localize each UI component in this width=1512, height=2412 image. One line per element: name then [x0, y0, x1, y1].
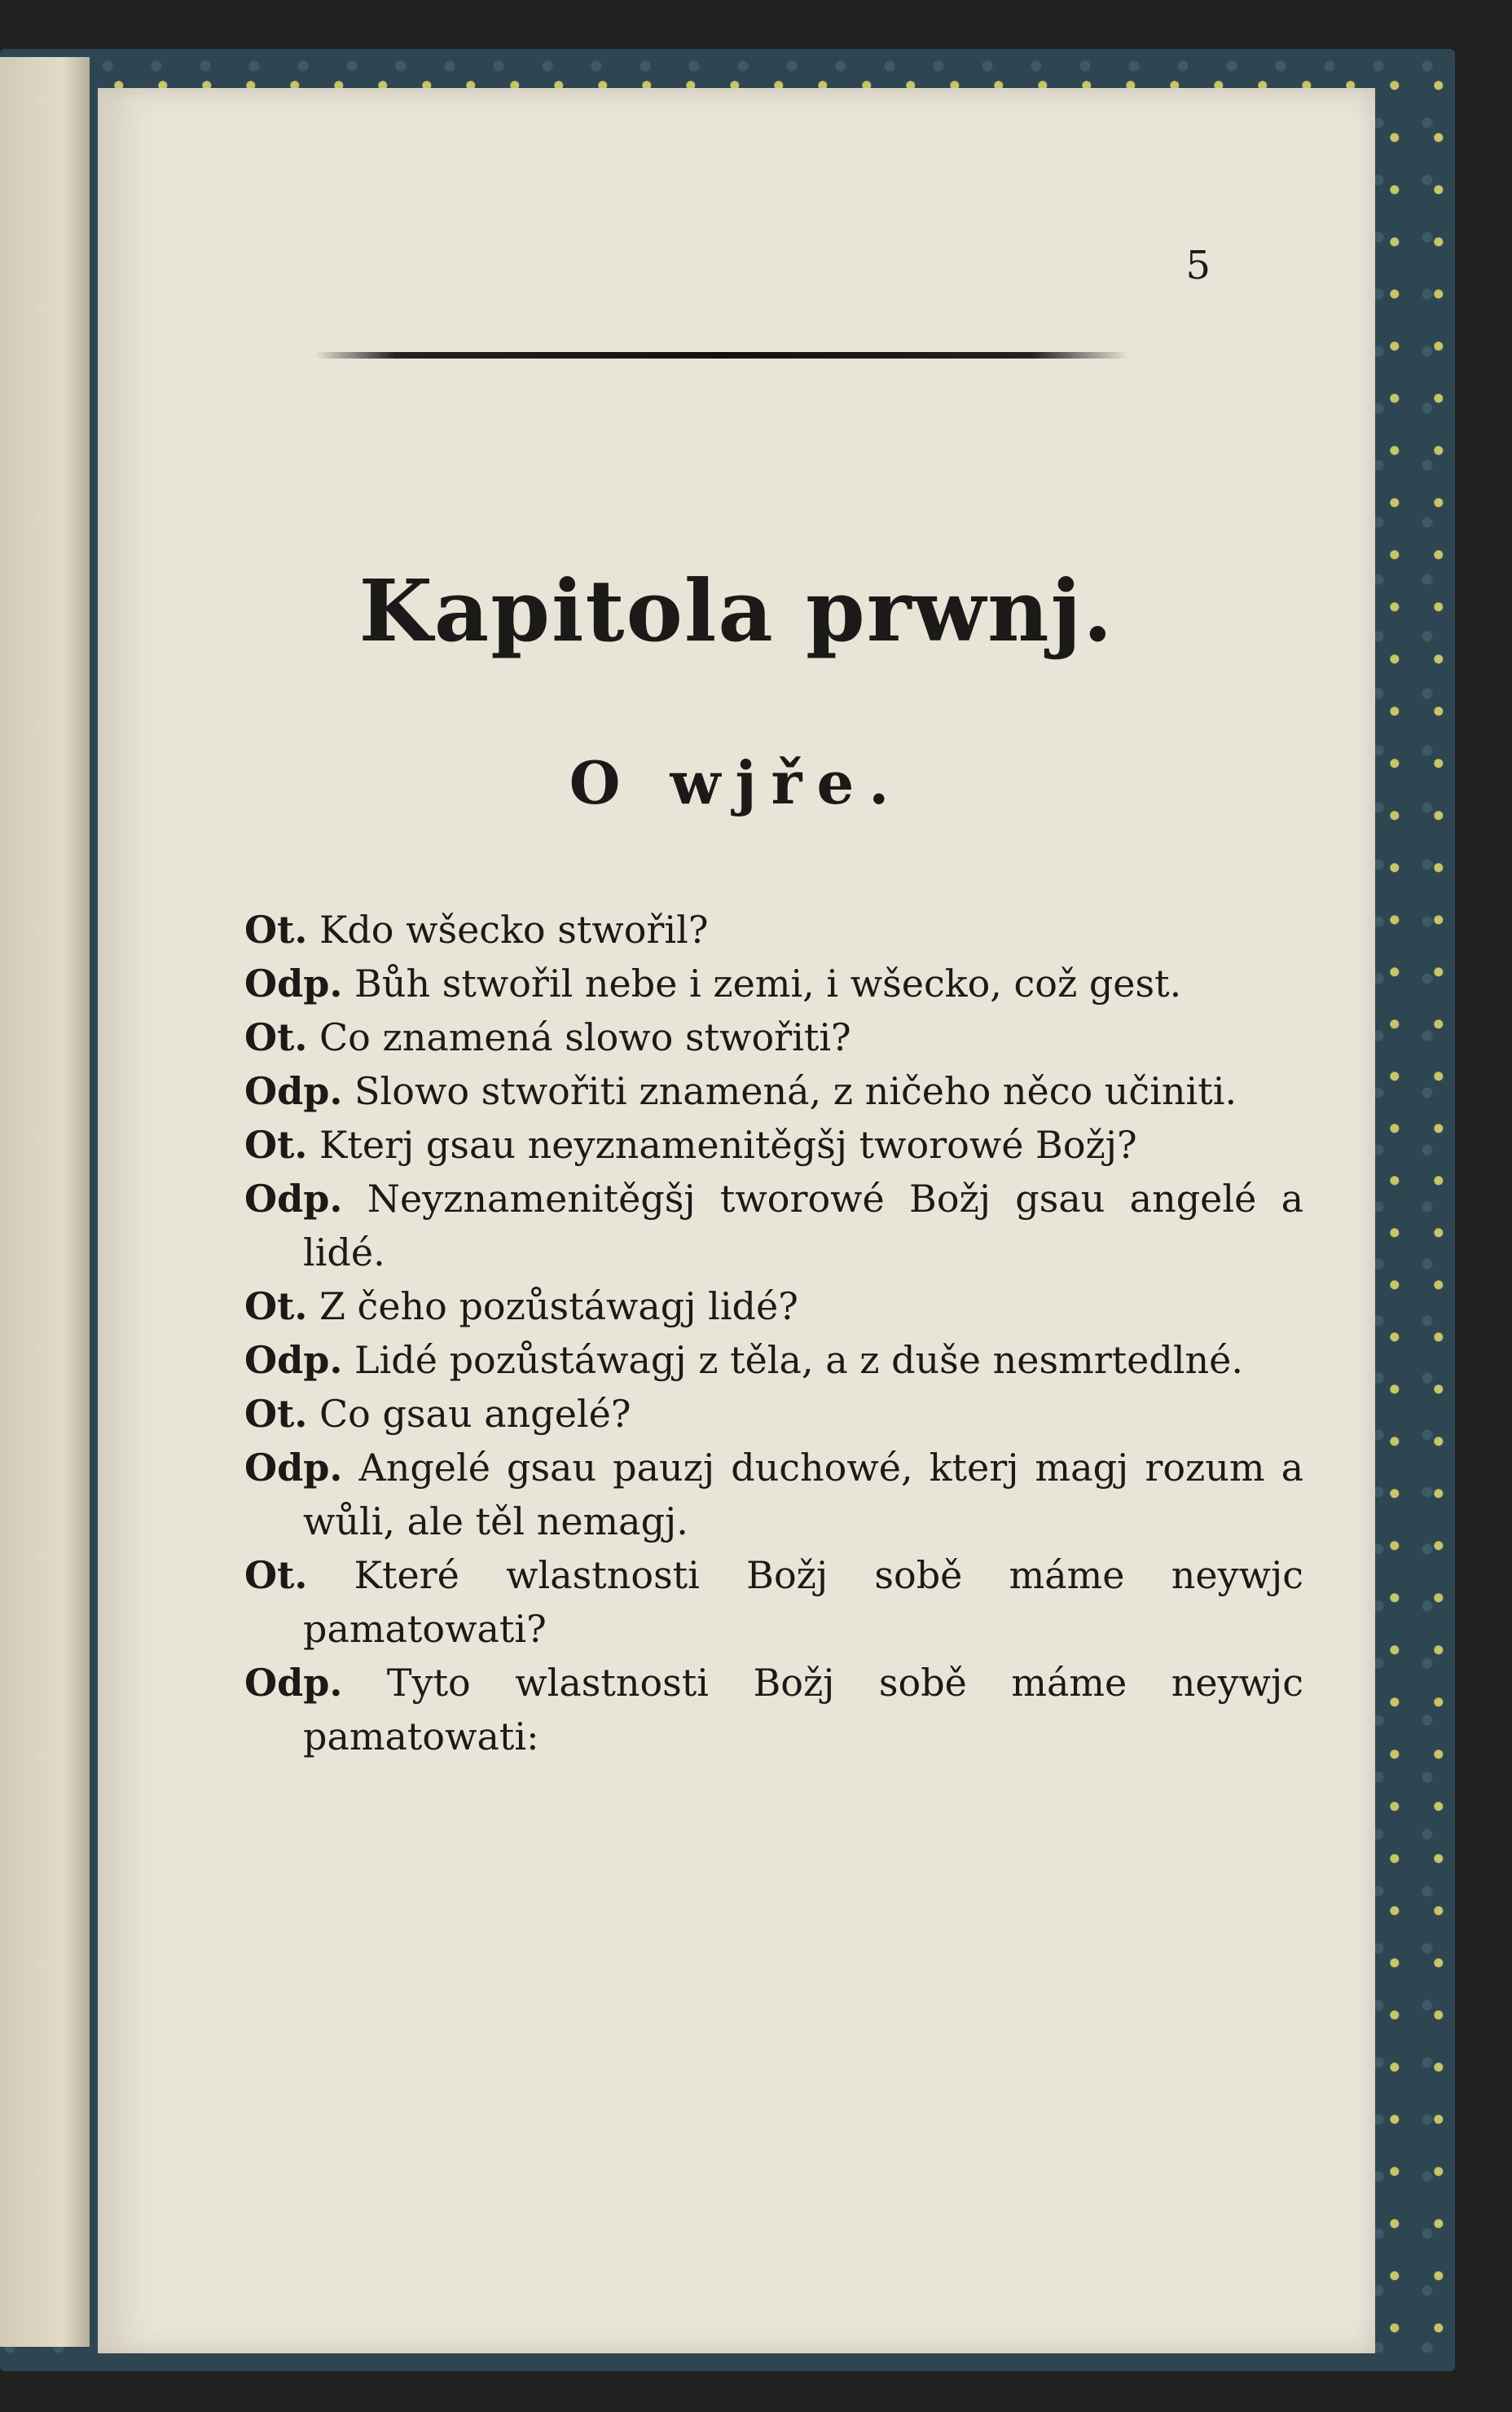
- qa-label: Ot.: [244, 1015, 308, 1059]
- qa-text: Angelé gsau pauzj duchowé, kterj magj rozum a wůli, ale těl nemagj.: [303, 1446, 1303, 1543]
- qa-label: Ot.: [244, 1284, 308, 1328]
- question-answer-list: [244, 903, 1303, 1763]
- qa-label: Ot.: [244, 1123, 308, 1167]
- qa-text: Tyto wlastnosti Božj sobě máme neywjc pamatowati:: [303, 1661, 1303, 1758]
- qa-entry: [244, 1118, 1303, 1172]
- qa-label: Odp.: [244, 1069, 343, 1113]
- qa-label: Odp.: [244, 1446, 343, 1490]
- qa-text: Co znamená slowo stwořiti?: [319, 1015, 851, 1059]
- qa-text: Bůh stwořil nebe i zemi, i wšecko, což gest.: [354, 962, 1182, 1006]
- qa-entry: [244, 1441, 1303, 1548]
- header-rule: [314, 352, 1129, 359]
- qa-label: Ot.: [244, 908, 308, 952]
- qa-text: Co gsau angelé?: [319, 1392, 631, 1436]
- page-number: 5: [1185, 243, 1211, 288]
- qa-entry: [244, 903, 1303, 957]
- qa-entry: [244, 1548, 1303, 1656]
- qa-entry: [244, 1064, 1303, 1118]
- qa-text: Lidé pozůstáwagj z těla, a z duše nesmrtedlné.: [354, 1338, 1244, 1382]
- qa-entry: [244, 957, 1303, 1010]
- qa-label: Ot.: [244, 1553, 308, 1597]
- qa-entry: [244, 1387, 1303, 1441]
- qa-text: Slowo stwořiti znamená, z ničeho něco učiniti.: [354, 1069, 1237, 1113]
- qa-entry: [244, 1333, 1303, 1387]
- previous-page-edge: [0, 57, 90, 2347]
- qa-entry: [244, 1279, 1303, 1333]
- qa-label: Odp.: [244, 1338, 343, 1382]
- qa-label: Ot.: [244, 1392, 308, 1436]
- qa-label: Odp.: [244, 1661, 343, 1705]
- qa-text: Z čeho pozůstáwagj lidé?: [319, 1284, 798, 1328]
- qa-text: Kterj gsau neyznamenitěgšj tworowé Božj?: [319, 1123, 1137, 1167]
- qa-text: Kdo wšecko stwořil?: [319, 908, 709, 952]
- qa-entry: [244, 1656, 1303, 1763]
- qa-text: Které wlastnosti Božj sobě máme neywjc pamatowati?: [303, 1553, 1303, 1651]
- qa-label: Odp.: [244, 962, 343, 1006]
- chapter-title: Kapitola prwnj.: [358, 561, 1114, 661]
- qa-label: Odp.: [244, 1177, 343, 1221]
- book-page: [98, 88, 1375, 2353]
- qa-entry: [244, 1010, 1303, 1064]
- section-title: O wjře.: [569, 748, 904, 817]
- qa-text: Neyznamenitěgšj tworowé Božj gsau angelé a lidé.: [303, 1177, 1304, 1274]
- qa-entry: [244, 1172, 1303, 1279]
